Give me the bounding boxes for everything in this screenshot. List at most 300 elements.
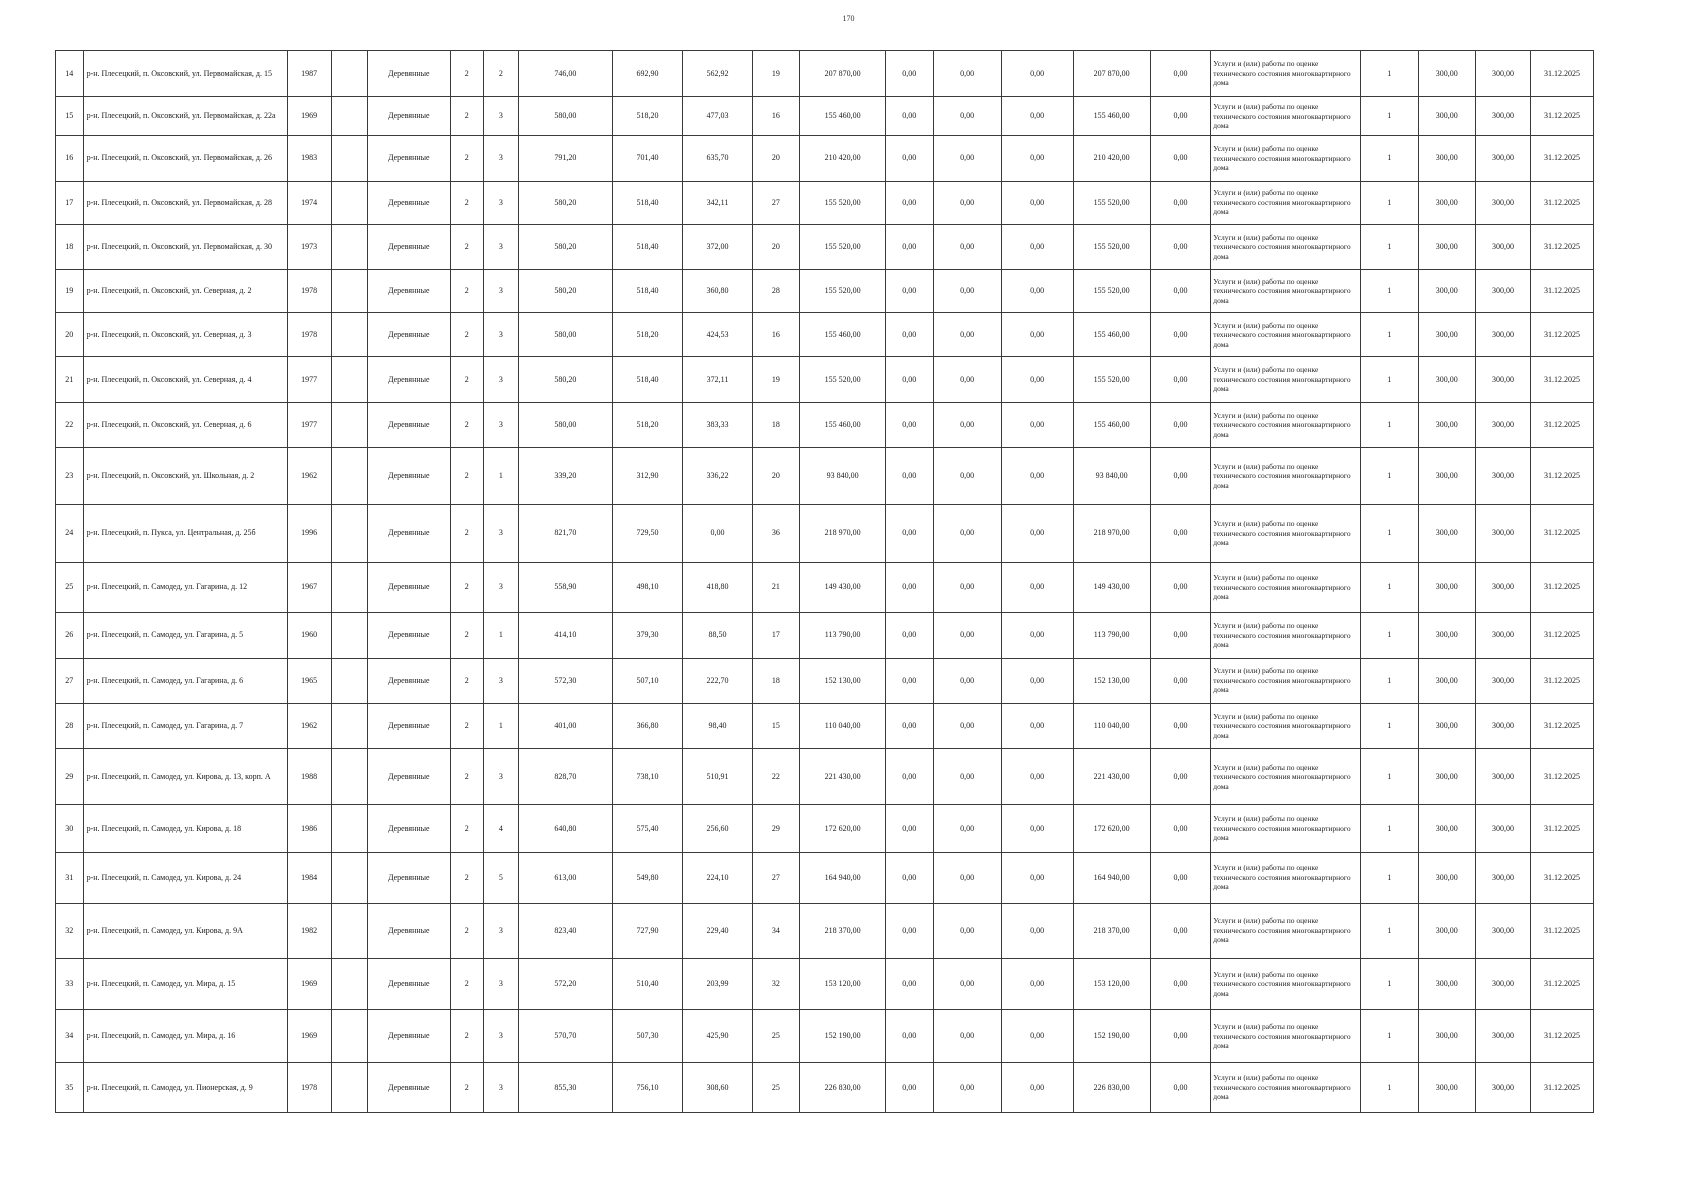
other-funds-cell: 0,00 bbox=[1150, 852, 1211, 903]
total-area-cell: 580,00 bbox=[519, 313, 613, 357]
entrances-cell: 1 bbox=[483, 613, 518, 658]
residents-cell: 25 bbox=[752, 1010, 799, 1063]
work-quantity-cell: 1 bbox=[1361, 448, 1418, 505]
living-area-cell: 518,20 bbox=[612, 402, 683, 447]
row-number: 29 bbox=[56, 749, 84, 805]
floors-cell: 2 bbox=[450, 1010, 483, 1063]
entrances-cell: 3 bbox=[483, 1063, 518, 1113]
empty-cell bbox=[331, 181, 367, 224]
table-row bbox=[56, 1063, 1594, 1113]
other-funds-cell: 0,00 bbox=[1150, 903, 1211, 958]
entrances-cell: 3 bbox=[483, 97, 518, 136]
year-cell: 1982 bbox=[287, 903, 331, 958]
residents-cell: 36 bbox=[752, 505, 799, 562]
cost-total-cell: 164 940,00 bbox=[800, 852, 886, 903]
floors-cell: 2 bbox=[450, 313, 483, 357]
work-description-cell: Услуги и (или) работы по оценке технического состояния многоквартирного дома bbox=[1211, 313, 1361, 357]
work-quantity-cell: 1 bbox=[1361, 224, 1418, 269]
address-cell: р-н. Плесецкий, п. Самодед, ул. Гагарина, д. 5 bbox=[83, 613, 287, 658]
living-area-cell: 507,30 bbox=[612, 1010, 683, 1063]
floors-cell: 2 bbox=[450, 505, 483, 562]
residents-cell: 16 bbox=[752, 97, 799, 136]
local-budget-cell: 0,00 bbox=[1001, 402, 1073, 447]
page-number: 170 bbox=[842, 14, 855, 23]
living-area-cell: 738,10 bbox=[612, 749, 683, 805]
regional-budget-cell: 0,00 bbox=[933, 270, 1001, 313]
work-description-cell: Услуги и (или) работы по оценке технического состояния многоквартирного дома bbox=[1211, 224, 1361, 269]
cost-total-cell: 155 520,00 bbox=[800, 270, 886, 313]
regional-budget-cell: 0,00 bbox=[933, 51, 1001, 97]
residents-cell: 22 bbox=[752, 749, 799, 805]
max-cost-cell: 300,00 bbox=[1475, 805, 1530, 852]
address-cell: р-н. Плесецкий, п. Самодед, ул. Пионерская, д. 9 bbox=[83, 1063, 287, 1113]
deadline-cell: 31.12.2025 bbox=[1531, 852, 1594, 903]
table-row bbox=[56, 505, 1594, 562]
floors-cell: 2 bbox=[450, 1063, 483, 1113]
owned-area-cell: 0,00 bbox=[683, 505, 752, 562]
cost-total-cell: 155 460,00 bbox=[800, 97, 886, 136]
max-cost-cell: 300,00 bbox=[1475, 313, 1530, 357]
address-cell: р-н. Плесецкий, п. Оксовский, ул. Школьная, д. 2 bbox=[83, 448, 287, 505]
floors-cell: 2 bbox=[450, 136, 483, 181]
year-cell: 1965 bbox=[287, 658, 331, 703]
max-cost-cell: 300,00 bbox=[1475, 1063, 1530, 1113]
empty-cell bbox=[331, 448, 367, 505]
other-funds-cell: 0,00 bbox=[1150, 402, 1211, 447]
wall-material-cell: Деревянные bbox=[367, 313, 450, 357]
empty-cell bbox=[331, 357, 367, 402]
year-cell: 1969 bbox=[287, 958, 331, 1010]
unit-cost-cell: 300,00 bbox=[1418, 703, 1475, 748]
address-cell: р-н. Плесецкий, п. Самодед, ул. Кирова, д. 9А bbox=[83, 903, 287, 958]
work-description-cell: Услуги и (или) работы по оценке технического состояния многоквартирного дома bbox=[1211, 805, 1361, 852]
regional-budget-cell: 0,00 bbox=[933, 181, 1001, 224]
cost-total-cell: 218 370,00 bbox=[800, 903, 886, 958]
deadline-cell: 31.12.2025 bbox=[1531, 749, 1594, 805]
work-description-cell: Услуги и (или) работы по оценке технического состояния многоквартирного дома bbox=[1211, 505, 1361, 562]
work-description-cell: Услуги и (или) работы по оценке технического состояния многоквартирного дома bbox=[1211, 357, 1361, 402]
total-area-cell: 580,20 bbox=[519, 224, 613, 269]
wall-material-cell: Деревянные bbox=[367, 136, 450, 181]
table-row bbox=[56, 224, 1594, 269]
entrances-cell: 3 bbox=[483, 903, 518, 958]
floors-cell: 2 bbox=[450, 181, 483, 224]
work-quantity-cell: 1 bbox=[1361, 136, 1418, 181]
total-area-cell: 339,20 bbox=[519, 448, 613, 505]
local-budget-cell: 0,00 bbox=[1001, 613, 1073, 658]
owners-funds-cell: 155 520,00 bbox=[1073, 181, 1150, 224]
fund-share-cell: 0,00 bbox=[886, 51, 933, 97]
year-cell: 1969 bbox=[287, 1010, 331, 1063]
row-number: 16 bbox=[56, 136, 84, 181]
other-funds-cell: 0,00 bbox=[1150, 562, 1211, 613]
cost-total-cell: 210 420,00 bbox=[800, 136, 886, 181]
deadline-cell: 31.12.2025 bbox=[1531, 1063, 1594, 1113]
owned-area-cell: 424,53 bbox=[683, 313, 752, 357]
entrances-cell: 3 bbox=[483, 505, 518, 562]
work-description-cell: Услуги и (или) работы по оценке технического состояния многоквартирного дома bbox=[1211, 181, 1361, 224]
regional-budget-cell: 0,00 bbox=[933, 703, 1001, 748]
local-budget-cell: 0,00 bbox=[1001, 749, 1073, 805]
owned-area-cell: 222,70 bbox=[683, 658, 752, 703]
housing-registry-table bbox=[55, 50, 1594, 1113]
owners-funds-cell: 152 130,00 bbox=[1073, 658, 1150, 703]
unit-cost-cell: 300,00 bbox=[1418, 181, 1475, 224]
deadline-cell: 31.12.2025 bbox=[1531, 703, 1594, 748]
table-row bbox=[56, 97, 1594, 136]
work-quantity-cell: 1 bbox=[1361, 658, 1418, 703]
year-cell: 1969 bbox=[287, 97, 331, 136]
empty-cell bbox=[331, 402, 367, 447]
owned-area-cell: 418,80 bbox=[683, 562, 752, 613]
total-area-cell: 572,30 bbox=[519, 658, 613, 703]
residents-cell: 27 bbox=[752, 852, 799, 903]
table-row bbox=[56, 357, 1594, 402]
work-description-cell: Услуги и (или) работы по оценке технического состояния многоквартирного дома bbox=[1211, 562, 1361, 613]
total-area-cell: 746,00 bbox=[519, 51, 613, 97]
max-cost-cell: 300,00 bbox=[1475, 658, 1530, 703]
deadline-cell: 31.12.2025 bbox=[1531, 805, 1594, 852]
max-cost-cell: 300,00 bbox=[1475, 270, 1530, 313]
fund-share-cell: 0,00 bbox=[886, 270, 933, 313]
other-funds-cell: 0,00 bbox=[1150, 1010, 1211, 1063]
owned-area-cell: 229,40 bbox=[683, 903, 752, 958]
owned-area-cell: 98,40 bbox=[683, 703, 752, 748]
total-area-cell: 828,70 bbox=[519, 749, 613, 805]
row-number: 22 bbox=[56, 402, 84, 447]
wall-material-cell: Деревянные bbox=[367, 749, 450, 805]
living-area-cell: 312,90 bbox=[612, 448, 683, 505]
work-quantity-cell: 1 bbox=[1361, 703, 1418, 748]
living-area-cell: 701,40 bbox=[612, 136, 683, 181]
regional-budget-cell: 0,00 bbox=[933, 903, 1001, 958]
wall-material-cell: Деревянные bbox=[367, 270, 450, 313]
owned-area-cell: 372,00 bbox=[683, 224, 752, 269]
address-cell: р-н. Плесецкий, п. Самодед, ул. Кирова, д. 24 bbox=[83, 852, 287, 903]
table-row bbox=[56, 1010, 1594, 1063]
row-number: 31 bbox=[56, 852, 84, 903]
total-area-cell: 613,00 bbox=[519, 852, 613, 903]
year-cell: 1987 bbox=[287, 51, 331, 97]
work-quantity-cell: 1 bbox=[1361, 903, 1418, 958]
owned-area-cell: 308,60 bbox=[683, 1063, 752, 1113]
owned-area-cell: 383,33 bbox=[683, 402, 752, 447]
address-cell: р-н. Плесецкий, п. Самодед, ул. Гагарина, д. 7 bbox=[83, 703, 287, 748]
address-cell: р-н. Плесецкий, п. Самодед, ул. Гагарина, д. 12 bbox=[83, 562, 287, 613]
floors-cell: 2 bbox=[450, 448, 483, 505]
empty-cell bbox=[331, 613, 367, 658]
residents-cell: 21 bbox=[752, 562, 799, 613]
empty-cell bbox=[331, 270, 367, 313]
row-number: 33 bbox=[56, 958, 84, 1010]
local-budget-cell: 0,00 bbox=[1001, 181, 1073, 224]
year-cell: 1984 bbox=[287, 852, 331, 903]
residents-cell: 19 bbox=[752, 51, 799, 97]
living-area-cell: 692,90 bbox=[612, 51, 683, 97]
other-funds-cell: 0,00 bbox=[1150, 958, 1211, 1010]
year-cell: 1977 bbox=[287, 402, 331, 447]
owners-funds-cell: 207 870,00 bbox=[1073, 51, 1150, 97]
wall-material-cell: Деревянные bbox=[367, 505, 450, 562]
living-area-cell: 549,80 bbox=[612, 852, 683, 903]
living-area-cell: 727,90 bbox=[612, 903, 683, 958]
row-number: 35 bbox=[56, 1063, 84, 1113]
living-area-cell: 729,50 bbox=[612, 505, 683, 562]
total-area-cell: 640,80 bbox=[519, 805, 613, 852]
total-area-cell: 414,10 bbox=[519, 613, 613, 658]
total-area-cell: 821,70 bbox=[519, 505, 613, 562]
regional-budget-cell: 0,00 bbox=[933, 1063, 1001, 1113]
other-funds-cell: 0,00 bbox=[1150, 51, 1211, 97]
regional-budget-cell: 0,00 bbox=[933, 1010, 1001, 1063]
empty-cell bbox=[331, 703, 367, 748]
fund-share-cell: 0,00 bbox=[886, 703, 933, 748]
local-budget-cell: 0,00 bbox=[1001, 703, 1073, 748]
empty-cell bbox=[331, 958, 367, 1010]
owners-funds-cell: 155 460,00 bbox=[1073, 313, 1150, 357]
work-quantity-cell: 1 bbox=[1361, 357, 1418, 402]
work-description-cell: Услуги и (или) работы по оценке технического состояния многоквартирного дома bbox=[1211, 613, 1361, 658]
unit-cost-cell: 300,00 bbox=[1418, 1010, 1475, 1063]
table-row bbox=[56, 903, 1594, 958]
max-cost-cell: 300,00 bbox=[1475, 1010, 1530, 1063]
regional-budget-cell: 0,00 bbox=[933, 852, 1001, 903]
owners-funds-cell: 164 940,00 bbox=[1073, 852, 1150, 903]
local-budget-cell: 0,00 bbox=[1001, 313, 1073, 357]
regional-budget-cell: 0,00 bbox=[933, 97, 1001, 136]
table-body bbox=[56, 51, 1594, 1113]
regional-budget-cell: 0,00 bbox=[933, 136, 1001, 181]
max-cost-cell: 300,00 bbox=[1475, 613, 1530, 658]
local-budget-cell: 0,00 bbox=[1001, 562, 1073, 613]
owners-funds-cell: 155 460,00 bbox=[1073, 97, 1150, 136]
fund-share-cell: 0,00 bbox=[886, 613, 933, 658]
year-cell: 1978 bbox=[287, 313, 331, 357]
other-funds-cell: 0,00 bbox=[1150, 703, 1211, 748]
empty-cell bbox=[331, 805, 367, 852]
address-cell: р-н. Плесецкий, п. Самодед, ул. Мира, д. 15 bbox=[83, 958, 287, 1010]
wall-material-cell: Деревянные bbox=[367, 1063, 450, 1113]
empty-cell bbox=[331, 562, 367, 613]
row-number: 19 bbox=[56, 270, 84, 313]
cost-total-cell: 218 970,00 bbox=[800, 505, 886, 562]
work-quantity-cell: 1 bbox=[1361, 749, 1418, 805]
max-cost-cell: 300,00 bbox=[1475, 51, 1530, 97]
cost-total-cell: 172 620,00 bbox=[800, 805, 886, 852]
regional-budget-cell: 0,00 bbox=[933, 313, 1001, 357]
empty-cell bbox=[331, 505, 367, 562]
fund-share-cell: 0,00 bbox=[886, 852, 933, 903]
owners-funds-cell: 149 430,00 bbox=[1073, 562, 1150, 613]
local-budget-cell: 0,00 bbox=[1001, 903, 1073, 958]
fund-share-cell: 0,00 bbox=[886, 181, 933, 224]
total-area-cell: 570,70 bbox=[519, 1010, 613, 1063]
row-number: 23 bbox=[56, 448, 84, 505]
work-quantity-cell: 1 bbox=[1361, 805, 1418, 852]
unit-cost-cell: 300,00 bbox=[1418, 51, 1475, 97]
row-number: 26 bbox=[56, 613, 84, 658]
residents-cell: 25 bbox=[752, 1063, 799, 1113]
row-number: 18 bbox=[56, 224, 84, 269]
regional-budget-cell: 0,00 bbox=[933, 357, 1001, 402]
deadline-cell: 31.12.2025 bbox=[1531, 270, 1594, 313]
floors-cell: 2 bbox=[450, 402, 483, 447]
empty-cell bbox=[331, 1063, 367, 1113]
entrances-cell: 3 bbox=[483, 749, 518, 805]
cost-total-cell: 110 040,00 bbox=[800, 703, 886, 748]
row-number: 32 bbox=[56, 903, 84, 958]
floors-cell: 2 bbox=[450, 270, 483, 313]
address-cell: р-н. Плесецкий, п. Оксовский, ул. Первомайская, д. 28 bbox=[83, 181, 287, 224]
max-cost-cell: 300,00 bbox=[1475, 357, 1530, 402]
floors-cell: 2 bbox=[450, 852, 483, 903]
deadline-cell: 31.12.2025 bbox=[1531, 51, 1594, 97]
max-cost-cell: 300,00 bbox=[1475, 749, 1530, 805]
unit-cost-cell: 300,00 bbox=[1418, 97, 1475, 136]
unit-cost-cell: 300,00 bbox=[1418, 749, 1475, 805]
local-budget-cell: 0,00 bbox=[1001, 958, 1073, 1010]
owners-funds-cell: 153 120,00 bbox=[1073, 958, 1150, 1010]
year-cell: 1960 bbox=[287, 613, 331, 658]
deadline-cell: 31.12.2025 bbox=[1531, 613, 1594, 658]
cost-total-cell: 155 520,00 bbox=[800, 357, 886, 402]
work-quantity-cell: 1 bbox=[1361, 1063, 1418, 1113]
owned-area-cell: 562,92 bbox=[683, 51, 752, 97]
floors-cell: 2 bbox=[450, 658, 483, 703]
deadline-cell: 31.12.2025 bbox=[1531, 505, 1594, 562]
floors-cell: 2 bbox=[450, 562, 483, 613]
residents-cell: 20 bbox=[752, 224, 799, 269]
unit-cost-cell: 300,00 bbox=[1418, 903, 1475, 958]
residents-cell: 29 bbox=[752, 805, 799, 852]
work-quantity-cell: 1 bbox=[1361, 97, 1418, 136]
owned-area-cell: 256,60 bbox=[683, 805, 752, 852]
row-number: 24 bbox=[56, 505, 84, 562]
fund-share-cell: 0,00 bbox=[886, 1010, 933, 1063]
local-budget-cell: 0,00 bbox=[1001, 448, 1073, 505]
address-cell: р-н. Плесецкий, п. Оксовский, ул. Первомайская, д. 15 bbox=[83, 51, 287, 97]
owners-funds-cell: 226 830,00 bbox=[1073, 1063, 1150, 1113]
residents-cell: 16 bbox=[752, 313, 799, 357]
deadline-cell: 31.12.2025 bbox=[1531, 313, 1594, 357]
empty-cell bbox=[331, 51, 367, 97]
address-cell: р-н. Плесецкий, п. Оксовский, ул. Северная, д. 6 bbox=[83, 402, 287, 447]
deadline-cell: 31.12.2025 bbox=[1531, 97, 1594, 136]
entrances-cell: 3 bbox=[483, 958, 518, 1010]
wall-material-cell: Деревянные bbox=[367, 1010, 450, 1063]
work-description-cell: Услуги и (или) работы по оценке технического состояния многоквартирного дома bbox=[1211, 658, 1361, 703]
living-area-cell: 379,30 bbox=[612, 613, 683, 658]
residents-cell: 19 bbox=[752, 357, 799, 402]
max-cost-cell: 300,00 bbox=[1475, 852, 1530, 903]
deadline-cell: 31.12.2025 bbox=[1531, 181, 1594, 224]
row-number: 15 bbox=[56, 97, 84, 136]
local-budget-cell: 0,00 bbox=[1001, 658, 1073, 703]
deadline-cell: 31.12.2025 bbox=[1531, 224, 1594, 269]
row-number: 17 bbox=[56, 181, 84, 224]
cost-total-cell: 152 130,00 bbox=[800, 658, 886, 703]
total-area-cell: 791,20 bbox=[519, 136, 613, 181]
address-cell: р-н. Плесецкий, п. Самодед, ул. Кирова, д. 13, корп. А bbox=[83, 749, 287, 805]
local-budget-cell: 0,00 bbox=[1001, 51, 1073, 97]
deadline-cell: 31.12.2025 bbox=[1531, 448, 1594, 505]
table-row bbox=[56, 749, 1594, 805]
address-cell: р-н. Плесецкий, п. Оксовский, ул. Первомайская, д. 26 bbox=[83, 136, 287, 181]
work-quantity-cell: 1 bbox=[1361, 51, 1418, 97]
total-area-cell: 580,00 bbox=[519, 97, 613, 136]
year-cell: 1974 bbox=[287, 181, 331, 224]
entrances-cell: 3 bbox=[483, 357, 518, 402]
deadline-cell: 31.12.2025 bbox=[1531, 402, 1594, 447]
wall-material-cell: Деревянные bbox=[367, 51, 450, 97]
fund-share-cell: 0,00 bbox=[886, 313, 933, 357]
owned-area-cell: 477,03 bbox=[683, 97, 752, 136]
owned-area-cell: 510,91 bbox=[683, 749, 752, 805]
year-cell: 1962 bbox=[287, 703, 331, 748]
residents-cell: 20 bbox=[752, 136, 799, 181]
max-cost-cell: 300,00 bbox=[1475, 181, 1530, 224]
total-area-cell: 558,90 bbox=[519, 562, 613, 613]
living-area-cell: 518,20 bbox=[612, 313, 683, 357]
wall-material-cell: Деревянные bbox=[367, 224, 450, 269]
unit-cost-cell: 300,00 bbox=[1418, 270, 1475, 313]
regional-budget-cell: 0,00 bbox=[933, 805, 1001, 852]
regional-budget-cell: 0,00 bbox=[933, 505, 1001, 562]
empty-cell bbox=[331, 136, 367, 181]
fund-share-cell: 0,00 bbox=[886, 658, 933, 703]
work-quantity-cell: 1 bbox=[1361, 852, 1418, 903]
max-cost-cell: 300,00 bbox=[1475, 903, 1530, 958]
owners-funds-cell: 210 420,00 bbox=[1073, 136, 1150, 181]
empty-cell bbox=[331, 658, 367, 703]
floors-cell: 2 bbox=[450, 749, 483, 805]
work-description-cell: Услуги и (или) работы по оценке технического состояния многоквартирного дома bbox=[1211, 270, 1361, 313]
year-cell: 1988 bbox=[287, 749, 331, 805]
table-row bbox=[56, 805, 1594, 852]
living-area-cell: 518,40 bbox=[612, 181, 683, 224]
owners-funds-cell: 155 520,00 bbox=[1073, 224, 1150, 269]
wall-material-cell: Деревянные bbox=[367, 613, 450, 658]
entrances-cell: 1 bbox=[483, 703, 518, 748]
floors-cell: 2 bbox=[450, 224, 483, 269]
max-cost-cell: 300,00 bbox=[1475, 224, 1530, 269]
owned-area-cell: 360,80 bbox=[683, 270, 752, 313]
max-cost-cell: 300,00 bbox=[1475, 958, 1530, 1010]
wall-material-cell: Деревянные bbox=[367, 703, 450, 748]
unit-cost-cell: 300,00 bbox=[1418, 224, 1475, 269]
living-area-cell: 507,10 bbox=[612, 658, 683, 703]
entrances-cell: 3 bbox=[483, 313, 518, 357]
address-cell: р-н. Плесецкий, п. Оксовский, ул. Северная, д. 4 bbox=[83, 357, 287, 402]
entrances-cell: 2 bbox=[483, 51, 518, 97]
wall-material-cell: Деревянные bbox=[367, 357, 450, 402]
floors-cell: 2 bbox=[450, 903, 483, 958]
fund-share-cell: 0,00 bbox=[886, 136, 933, 181]
local-budget-cell: 0,00 bbox=[1001, 136, 1073, 181]
living-area-cell: 366,80 bbox=[612, 703, 683, 748]
row-number: 28 bbox=[56, 703, 84, 748]
unit-cost-cell: 300,00 bbox=[1418, 562, 1475, 613]
other-funds-cell: 0,00 bbox=[1150, 1063, 1211, 1113]
work-description-cell: Услуги и (или) работы по оценке технического состояния многоквартирного дома bbox=[1211, 402, 1361, 447]
total-area-cell: 580,20 bbox=[519, 181, 613, 224]
unit-cost-cell: 300,00 bbox=[1418, 448, 1475, 505]
address-cell: р-н. Плесецкий, п. Оксовский, ул. Северная, д. 2 bbox=[83, 270, 287, 313]
owned-area-cell: 425,90 bbox=[683, 1010, 752, 1063]
owners-funds-cell: 172 620,00 bbox=[1073, 805, 1150, 852]
total-area-cell: 572,20 bbox=[519, 958, 613, 1010]
owned-area-cell: 203,99 bbox=[683, 958, 752, 1010]
